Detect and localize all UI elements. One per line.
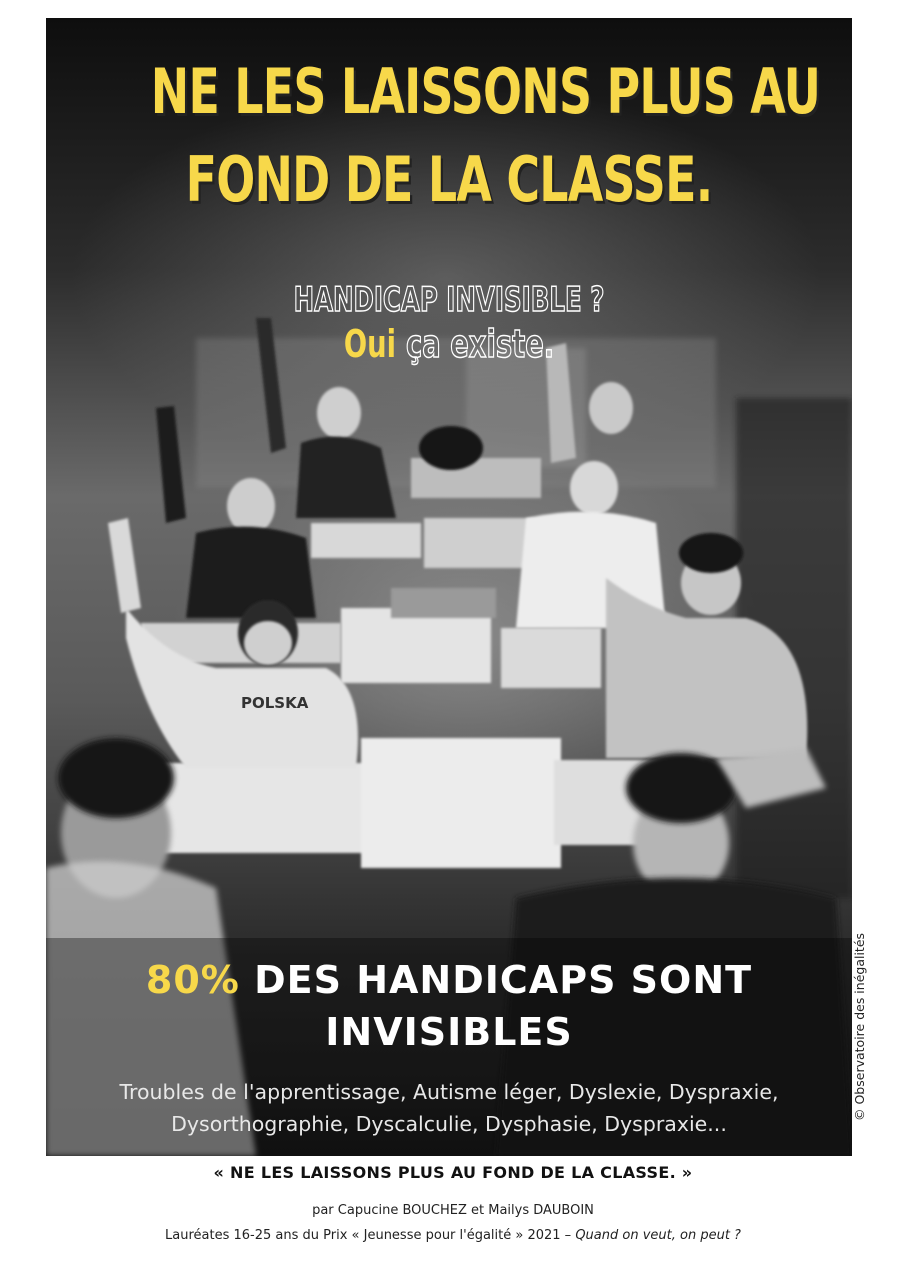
caption-title: « NE LES LAISSONS PLUS AU FOND DE LA CLASSE. » xyxy=(213,1163,693,1182)
headline-line-2: FOND DE LA CLASSE. xyxy=(185,143,713,216)
subheadline-rest: ça existe. xyxy=(406,322,555,366)
subheadline-answer xyxy=(159,322,739,366)
caption-prize-prefix: Lauréates 16-25 ans du Prix « Jeunesse pour l'égalité » 2021 – xyxy=(165,1228,576,1243)
subheadline-oui: Oui xyxy=(343,322,396,366)
statistic-text-a: DES HANDICAPS SONT xyxy=(254,958,753,1002)
statistic-block xyxy=(46,954,852,1058)
statistic-text-b: INVISIBLES xyxy=(325,1010,573,1054)
caption-prize xyxy=(0,1228,906,1243)
conditions-line-2: Dysorthographie, Dyscalculie, Dysphasie, Dyspraxie... xyxy=(171,1112,727,1136)
copyright-credit: © Observatoire des inégalités xyxy=(852,932,867,1121)
subheadline-question: HANDICAP INVISIBLE ? xyxy=(293,280,605,320)
sweatshirt-label: POLSKA xyxy=(241,694,309,712)
headline-line-1: NE LES LAISSONS PLUS AU xyxy=(150,55,821,128)
conditions-line-1: Troubles de l'apprentissage, Autisme léger, Dyslexie, Dyspraxie, xyxy=(119,1080,779,1104)
conditions-list xyxy=(46,1076,852,1140)
caption-prize-theme: Quand on veut, on peut ? xyxy=(575,1228,741,1243)
poster xyxy=(46,18,852,1156)
statistic-percent: 80% xyxy=(145,958,240,1002)
caption-authors: par Capucine BOUCHEZ et Mailys DAUBOIN xyxy=(312,1203,594,1218)
poster-headline xyxy=(150,48,821,224)
